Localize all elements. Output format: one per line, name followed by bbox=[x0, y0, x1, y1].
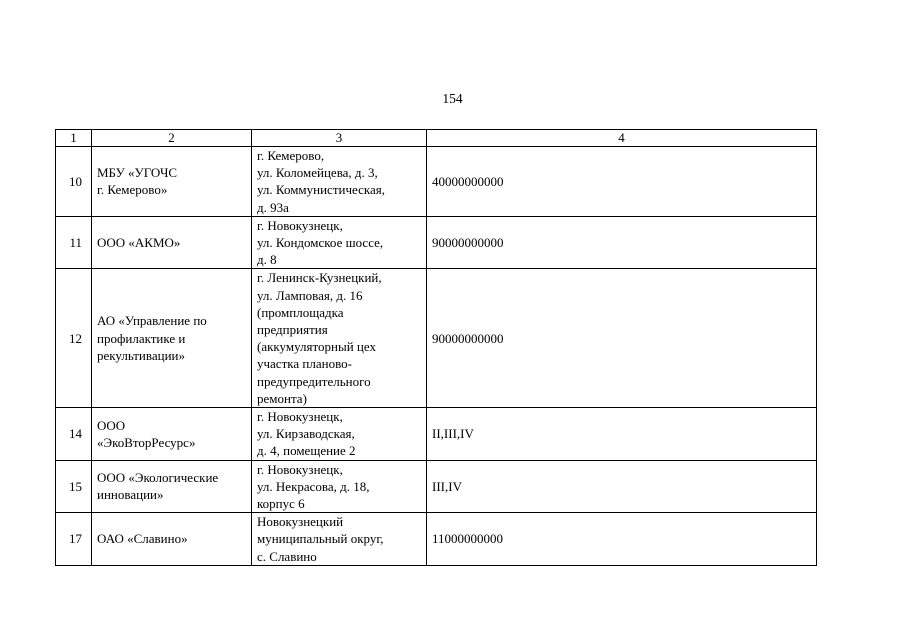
table-header-row bbox=[56, 130, 817, 147]
row-number: 14 bbox=[56, 408, 92, 461]
organization-name: АО «Управление по профилактике и рекультивации» bbox=[92, 269, 252, 408]
header-cell: 2 bbox=[92, 130, 252, 147]
classification-code: 90000000000 bbox=[427, 269, 817, 408]
classification-code: III,IV bbox=[427, 460, 817, 513]
organization-name: ООО «АКМО» bbox=[92, 216, 252, 269]
page-number: 154 bbox=[442, 91, 463, 106]
organization-name: ООО «Экологические инновации» bbox=[92, 460, 252, 513]
organization-address: г. Кемерово, ул. Коломейцева, д. 3, ул. Коммунистическая, д. 93а bbox=[252, 147, 427, 217]
classification-code: 11000000000 bbox=[427, 513, 817, 566]
classification-code: 40000000000 bbox=[427, 147, 817, 217]
row-number: 10 bbox=[56, 147, 92, 217]
organization-address: г. Новокузнецк, ул. Кондомское шоссе, д. 8 bbox=[252, 216, 427, 269]
organization-address: г. Новокузнецк, ул. Кирзаводская, д. 4, помещение 2 bbox=[252, 408, 427, 461]
table-row bbox=[56, 216, 817, 269]
header-cell: 4 bbox=[427, 130, 817, 147]
row-number: 15 bbox=[56, 460, 92, 513]
table-row bbox=[56, 460, 817, 513]
organization-address: г. Новокузнецк, ул. Некрасова, д. 18, корпус 6 bbox=[252, 460, 427, 513]
header-cell: 1 bbox=[56, 130, 92, 147]
classification-code: II,III,IV bbox=[427, 408, 817, 461]
classification-code: 90000000000 bbox=[427, 216, 817, 269]
row-number: 17 bbox=[56, 513, 92, 566]
table-row bbox=[56, 269, 817, 408]
organization-address: г. Ленинск-Кузнецкий, ул. Ламповая, д. 16 (промплощадка предприятия (аккумуляторный цех участка планово- предупредительного ремонта) bbox=[252, 269, 427, 408]
row-number: 12 bbox=[56, 269, 92, 408]
organization-address: Новокузнецкий муниципальный округ, с. Славино bbox=[252, 513, 427, 566]
table-row bbox=[56, 513, 817, 566]
organization-name: ООО «ЭкоВторРесурс» bbox=[92, 408, 252, 461]
table-row bbox=[56, 147, 817, 217]
header-cell: 3 bbox=[252, 130, 427, 147]
organization-name: МБУ «УГОЧС г. Кемерово» bbox=[92, 147, 252, 217]
table-row bbox=[56, 408, 817, 461]
document-table bbox=[55, 129, 817, 566]
row-number: 11 bbox=[56, 216, 92, 269]
organization-name: ОАО «Славино» bbox=[92, 513, 252, 566]
